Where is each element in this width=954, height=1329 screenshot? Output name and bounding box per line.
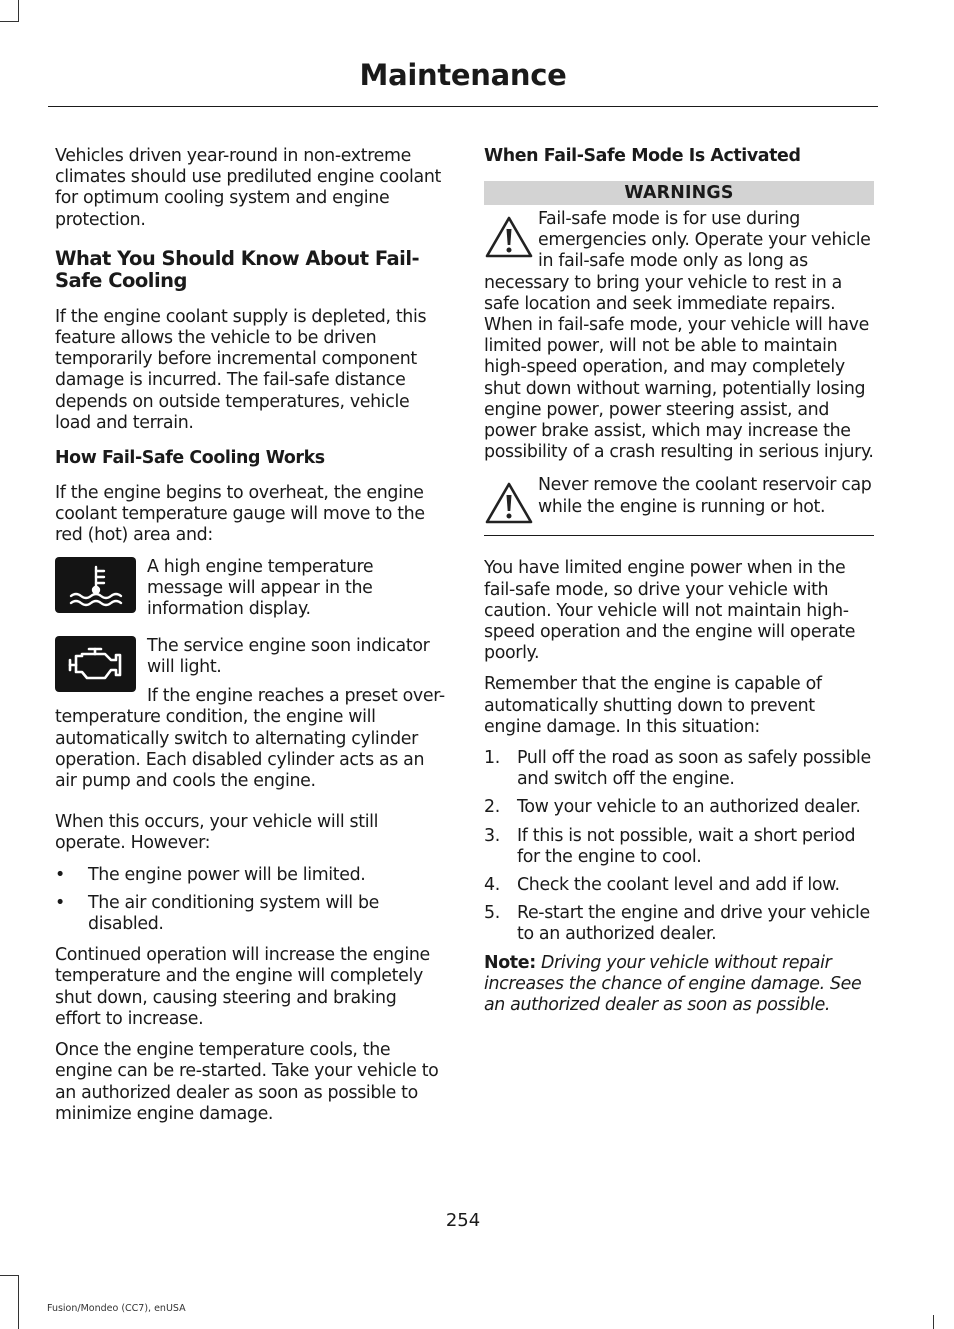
overheat-paragraph: If the engine begins to overheat, the engine coolant temperature gauge will move to the red (hot) area and: (55, 483, 425, 546)
crop-mark (933, 1315, 934, 1329)
icon-row-check-engine (55, 636, 445, 692)
left-column (55, 146, 445, 1135)
crop-mark (18, 1275, 19, 1329)
list-item: • The air conditioning system will be disabled. (55, 892, 379, 935)
header-rule (48, 106, 878, 107)
right-column (484, 146, 874, 1026)
note-paragraph (484, 953, 874, 1017)
crop-mark (0, 1275, 19, 1276)
preset-paragraph (55, 686, 445, 792)
occurs-paragraph: When this occurs, your vehicle will still operate. However: (55, 812, 379, 854)
list-item: 2. Tow your vehicle to an authorized dealer. (484, 797, 861, 818)
warnings-divider (484, 535, 874, 536)
once-paragraph: Once the engine temperature cools, the engine can be re-started. Take your vehicle to an authorized dealer as soon as possible to minimize engine damage. (55, 1040, 439, 1124)
preset-text: If the engine reaches a preset over-temperature condition, the engine will automatically switch to alternating cylinder operation. Each disabled cylinder acts as an air pump and cools the engine. (55, 686, 445, 792)
temperature-message-text: A high engine temperature message will appear in the information display. (147, 556, 374, 620)
warning-item (484, 475, 874, 525)
engine-coolant-temperature-icon (55, 557, 136, 613)
note-label: Note: (484, 952, 536, 973)
heading-how-it-works: How Fail-Safe Cooling Works (55, 448, 325, 469)
warning-item (484, 209, 874, 463)
service-engine-text: The service engine soon indicator will light. (147, 636, 430, 678)
fail-safe-paragraph: If the engine coolant supply is depleted, this feature allows the vehicle to be driven temporarily before incremental component damage is incurred. The fail-safe distance depends on outside temperatures, vehicle load and terrain. (55, 306, 427, 433)
warning-text: Fail-safe mode is for use during emergencies only. Operate your vehicle in fail-safe mode only as long as necessary to bring your vehicle to rest in a safe location and seek immediate repairs. When in fail-safe mode, your vehicle will have limited power, will not be able to maintain high-speed operation, and may completely shut down without warning, potentially losing engine power, power steering assist, and power brake assist, which may increase the possibility of a crash resulting in serious injury. (484, 209, 874, 463)
footer-model-info: Fusion/Mondeo (CC7), enUSA (47, 1303, 186, 1314)
remember-paragraph: Remember that the engine is capable of automatically shutting down to prevent engine damage. In this situation: (484, 674, 822, 737)
warning-triangle-icon (484, 215, 534, 259)
heading-fail-safe-cooling: What You Should Know About Fail-Safe Cooling (55, 246, 420, 292)
warning-triangle-icon (484, 481, 534, 525)
page-number: 254 (445, 1210, 481, 1231)
icon-row-temperature (55, 557, 445, 621)
warnings-banner: WARNINGS (484, 181, 874, 205)
list-item: 3. If this is not possible, wait a short period for the engine to cool. (484, 825, 856, 867)
list-item: 4. Check the coolant level and add if low. (484, 875, 840, 896)
note-text: Driving your vehicle without repair increases the chance of engine damage. See an authorized dealer as soon as possible. (484, 952, 862, 1016)
list-item: • The engine power will be limited. (55, 864, 366, 885)
intro-paragraph: Vehicles driven year-round in non-extreme climates should use prediluted engine coolant for optimum cooling system and engine protection. (55, 146, 441, 230)
list-item: 1. Pull off the road as soon as safely possible and switch off the engine. (484, 748, 871, 790)
effects-list (55, 865, 445, 936)
heading-when-activated: When Fail-Safe Mode Is Activated (484, 146, 801, 166)
crop-mark (18, 0, 19, 22)
check-engine-icon (55, 636, 136, 692)
crop-mark (0, 21, 19, 22)
list-item: 5. Re-start the engine and drive your vehicle to an authorized dealer. (484, 903, 870, 945)
continued-paragraph: Continued operation will increase the engine temperature and the engine will completely shut down, causing steering and braking effort to increase. (55, 945, 430, 1029)
page-title: Maintenance (359, 58, 567, 92)
warning-text: Never remove the coolant reservoir cap while the engine is running or hot. (538, 475, 872, 517)
steps-list (484, 748, 874, 946)
limited-power-paragraph: You have limited engine power when in the fail-safe mode, so drive your vehicle with caution. Your vehicle will not maintain high-speed operation and the engine will operate poorly. (484, 558, 856, 664)
